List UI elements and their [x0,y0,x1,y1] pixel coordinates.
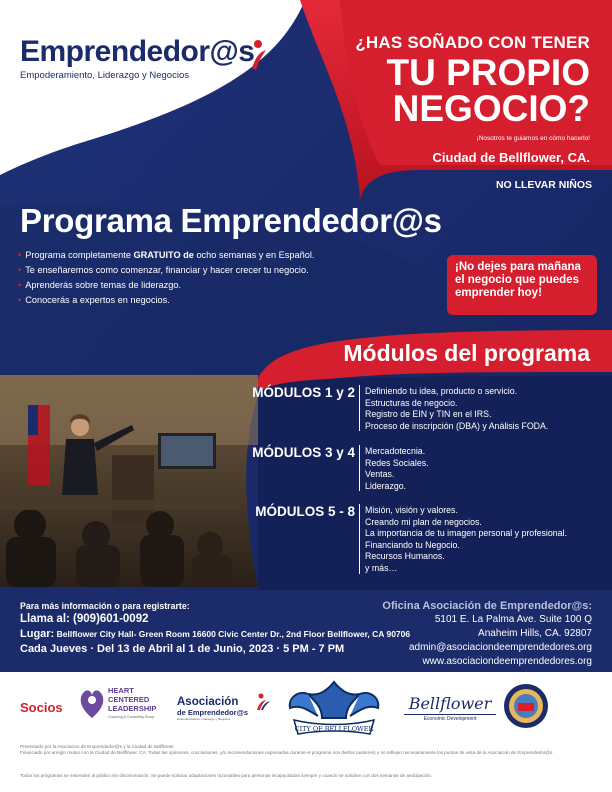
module-item: Ventas. [365,469,395,480]
program-bullet: • Aprenderás sobre temas de liderazgo. [18,280,314,290]
modules-title: Módulos del programa [343,340,590,366]
module-item: Creando mi plan de negocios. [365,516,482,527]
module-divider [359,445,360,491]
module-item: Financiando tu Negocio. [365,539,460,550]
fineprint-sponsor: Presentado por la Asociacion de Emprendedor@s y la Ciudad de Bellflower. Financiado por arreglo mutuo con la Ciudad de Bellflower, CA. Todas las opiniones, conclusiones, y/o recomendaciones expresadas durante el programa son del/los (autor/es) y no reflejan necesariamente los puntos de vista de la Asociación de Emprendedor@s. [20,744,554,755]
module-items [365,386,605,432]
module-item: Recursos Humanos. [365,551,445,562]
program-bullet: • Conocerás a expertos en negocios. [18,295,314,305]
hero-question-line-2: TU PROPIO [386,52,590,93]
program-bullets [18,250,314,310]
brand-tagline: Empoderamiento, Liderazgo y Negocios [20,70,189,81]
module-label: MÓDULOS 5 - 8 [255,504,355,519]
office-address-1: 5101 E. La Palma Ave. Suite 100 Q [434,614,592,625]
asociacion-swoosh-icon [254,693,270,711]
heart-centered-leadership-logo [78,684,106,720]
classroom-photo [0,375,258,587]
module-items [365,505,605,575]
contact-info [20,601,410,655]
program-bullet: • Te enseñaremos como comenzar, financiar y hacer crecer tu negocio. [18,265,314,275]
no-children-notice: NO LLEVAR NIÑOS [495,179,592,191]
module-divider [359,504,360,574]
module-item: La importancia de tu imagen personal y profesional. [365,528,567,539]
module-items [365,446,605,492]
city-seal-logo [503,683,549,729]
fineprint-accessibility: Todos los programas se entienden al público sin discriminación. Se puede solicitar adaptaciones razonables para personas incapacitadas siempre y cuando se soliciten con dos semanas de anticipación. [20,773,432,778]
office-heading: Oficina Asociación de Emprendedor@s: [382,600,592,612]
brand-name: Emprendedor@s [20,35,255,68]
office-address-2: Anaheim Hills, CA. 92807 [478,628,592,639]
bellflower-econ-dev-logo: Bellflower Economic Development [404,694,496,722]
partners-label: Socios [20,700,63,715]
brand-logo [20,36,254,81]
module-item: Estructuras de negocio. [365,397,458,408]
contact-phone[interactable]: Llama al: (909)601-0092 [20,613,149,625]
heart-centered-leadership-text: HEART CENTERED LEADERSHIP Coaching & Consulting Group [108,686,157,719]
module-item: Definiendo tu idea, producto o servicio. [365,386,518,396]
callout-box: ¡No dejes para mañana el negocio que puedes emprender hoy! [447,255,597,315]
contact-location: Lugar: Bellflower City Hall- Green Room 16600 Civic Center Dr., 2nd Floor Bellflower, CA 90706 [20,628,411,640]
hero-subtag: ¡Nosotros te guiamos en cómo hacerlo! [476,135,590,142]
program-title: Programa Emprendedor@s [20,202,442,239]
program-bullet: • Programa completamente GRATUITO de ocho semanas y en Español. [18,250,314,260]
module-item: Liderazgo. [365,480,407,491]
person-swoosh-icon [244,38,278,72]
office-info [382,599,592,669]
contact-intro: Para más información o para registrarte: [20,601,190,611]
module-item: Registro de EIN y TIN en el IRS. [365,409,492,420]
module-label: MÓDULOS 3 y 4 [252,445,355,460]
office-website[interactable]: www.asociaciondeemprendedores.org [422,656,592,667]
office-email[interactable]: admin@asociaciondeemprendedores.org [408,642,592,653]
hero-question-line-1: ¿HAS SOÑADO CON TENER [355,33,590,52]
module-divider [359,385,360,431]
hero-city: Ciudad de Bellflower, CA. [432,150,590,165]
asociacion-logo: Asociación de Emprendedor@s Empoderamiento, Liderazgo y Negocios [177,696,249,721]
module-label: MÓDULOS 1 y 2 [252,385,355,400]
hero-headline [330,33,590,165]
hero-question-line-3: NEGOCIO? [392,88,590,129]
module-item: Misión, visión y valores. [365,505,458,515]
module-item: Redes Sociales. [365,457,429,468]
city-banner-text: CITY OF BELLFLOWER [294,725,374,733]
module-item: Mercadotecnia. [365,446,426,456]
contact-schedule: Cada Jueves · Del 13 de Abril al 1 de Junio, 2023 · 5 PM - 7 PM [20,643,345,655]
module-item: y más… [365,562,398,573]
city-of-bellflower-logo [278,678,390,738]
module-item: Proceso de inscripción (DBA) y Análisis FODA. [365,420,549,431]
